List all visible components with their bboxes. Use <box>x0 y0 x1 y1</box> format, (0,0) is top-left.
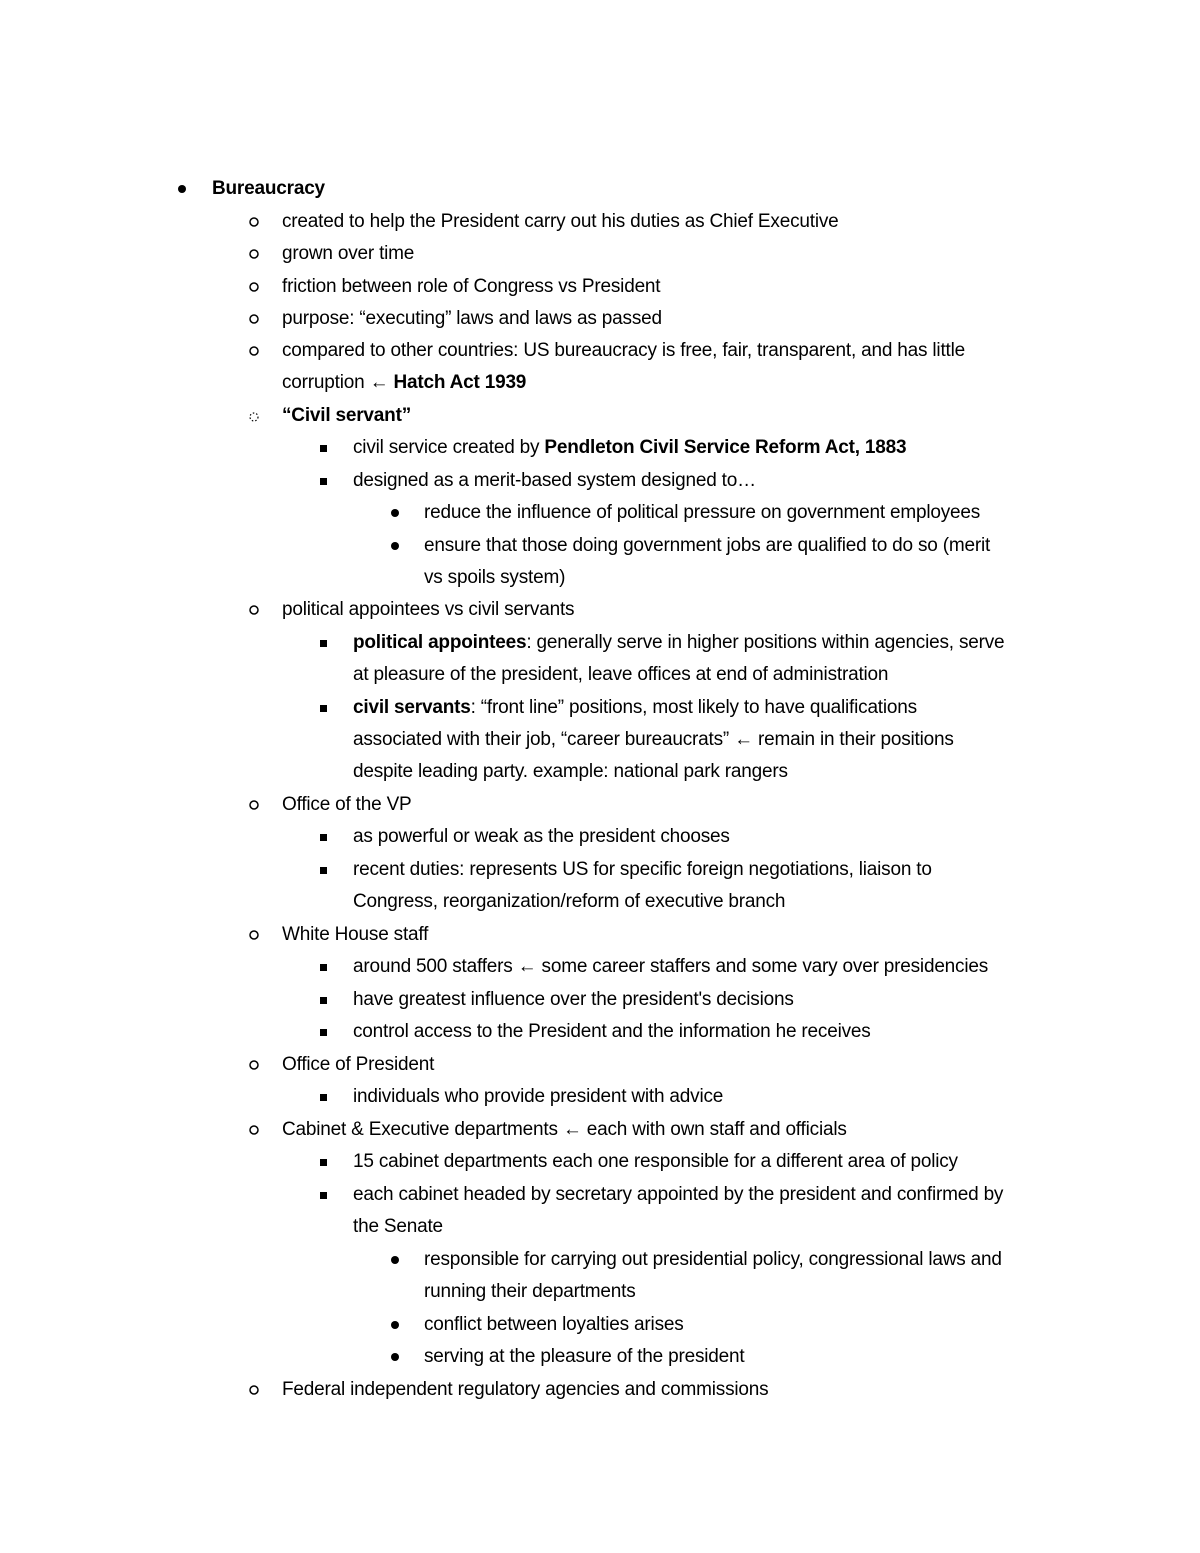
circle-bullet-icon <box>247 1374 267 1406</box>
disc-bullet-icon <box>389 497 409 529</box>
disc-bullet-icon <box>389 1341 409 1373</box>
list-item: political appointees vs civil servants <box>282 599 575 620</box>
list-item: conflict between loyalties arises <box>424 1314 684 1335</box>
square-bullet-icon <box>318 627 338 659</box>
list-item: civil service created by Pendleton Civil Service Reform Act, 1883 <box>353 437 907 458</box>
list-item: Office of President <box>282 1054 435 1075</box>
list-item: recent duties: represents US for specific foreign negotiations, liaison to <box>353 859 932 880</box>
circle-bullet-icon <box>247 594 267 626</box>
list-item: serving at the pleasure of the president <box>424 1346 745 1367</box>
circle-bullet-icon <box>247 238 267 270</box>
dotted-circle-bullet-icon <box>247 400 267 432</box>
circle-bullet-icon <box>247 206 267 238</box>
circle-bullet-icon <box>247 1114 267 1146</box>
list-item: political appointees: generally serve in higher positions within agencies, serve <box>353 632 1005 653</box>
list-item: around 500 staffers ← some career staffers and some vary over presidencies <box>353 956 989 977</box>
square-bullet-icon <box>318 1016 338 1048</box>
square-bullet-icon <box>318 692 338 724</box>
list-item: have greatest influence over the president's decisions <box>353 989 794 1010</box>
circle-bullet-icon <box>247 919 267 951</box>
list-item-continuation: vs spoils system) <box>424 567 566 588</box>
list-item: compared to other countries: US bureaucracy is free, fair, transparent, and has little <box>282 340 965 361</box>
square-bullet-icon <box>318 821 338 853</box>
disc-bullet-icon <box>176 173 196 205</box>
square-bullet-icon <box>318 432 338 464</box>
heading-bureaucracy: Bureaucracy <box>212 178 325 199</box>
list-item: grown over time <box>282 243 415 264</box>
circle-bullet-icon <box>247 271 267 303</box>
list-item: Office of the VP <box>282 794 412 815</box>
circle-bullet-icon <box>247 303 267 335</box>
square-bullet-icon <box>318 1179 338 1211</box>
list-item: ensure that those doing government jobs are qualified to do so (merit <box>424 535 991 556</box>
list-item: reduce the influence of political pressure on government employees <box>424 502 981 523</box>
square-bullet-icon <box>318 465 338 497</box>
square-bullet-icon <box>318 1081 338 1113</box>
list-item-continuation: at pleasure of the president, leave offices at end of administration <box>353 664 889 685</box>
square-bullet-icon <box>318 854 338 886</box>
list-item: Federal independent regulatory agencies and commissions <box>282 1379 769 1400</box>
circle-bullet-icon <box>247 335 267 367</box>
list-item: designed as a merit-based system designed to… <box>353 470 756 491</box>
list-item: each cabinet headed by secretary appointed by the president and confirmed by <box>353 1184 1004 1205</box>
circle-bullet-icon <box>247 789 267 821</box>
list-item-continuation: Congress, reorganization/reform of executive branch <box>353 891 786 912</box>
list-item-continuation: associated with their job, “career bureaucrats” ← remain in their positions <box>353 729 954 750</box>
list-item: created to help the President carry out his duties as Chief Executive <box>282 211 839 232</box>
circle-bullet-icon <box>247 1049 267 1081</box>
disc-bullet-icon <box>389 530 409 562</box>
list-item: control access to the President and the information he receives <box>353 1021 871 1042</box>
list-item: responsible for carrying out presidential policy, congressional laws and <box>424 1249 1002 1270</box>
list-item: individuals who provide president with advice <box>353 1086 724 1107</box>
list-item: purpose: “executing” laws and laws as passed <box>282 308 662 329</box>
square-bullet-icon <box>318 1146 338 1178</box>
square-bullet-icon <box>318 951 338 983</box>
list-item-continuation: running their departments <box>424 1281 636 1302</box>
list-item-continuation: the Senate <box>353 1216 443 1237</box>
list-item: civil servants: “front line” positions, most likely to have qualifications <box>353 697 917 718</box>
list-item: Cabinet & Executive departments ← each with own staff and officials <box>282 1119 847 1140</box>
list-item-continuation: corruption ← Hatch Act 1939 <box>282 372 527 393</box>
square-bullet-icon <box>318 984 338 1016</box>
disc-bullet-icon <box>389 1244 409 1276</box>
list-item: as powerful or weak as the president chooses <box>353 826 730 847</box>
list-item-civil-servant: “Civil servant” <box>282 405 411 426</box>
list-item: White House staff <box>282 924 429 945</box>
list-item: friction between role of Congress vs President <box>282 276 661 297</box>
list-item: 15 cabinet departments each one responsible for a different area of policy <box>353 1151 958 1172</box>
disc-bullet-icon <box>389 1309 409 1341</box>
list-item-continuation: despite leading party. example: national park rangers <box>353 761 788 782</box>
